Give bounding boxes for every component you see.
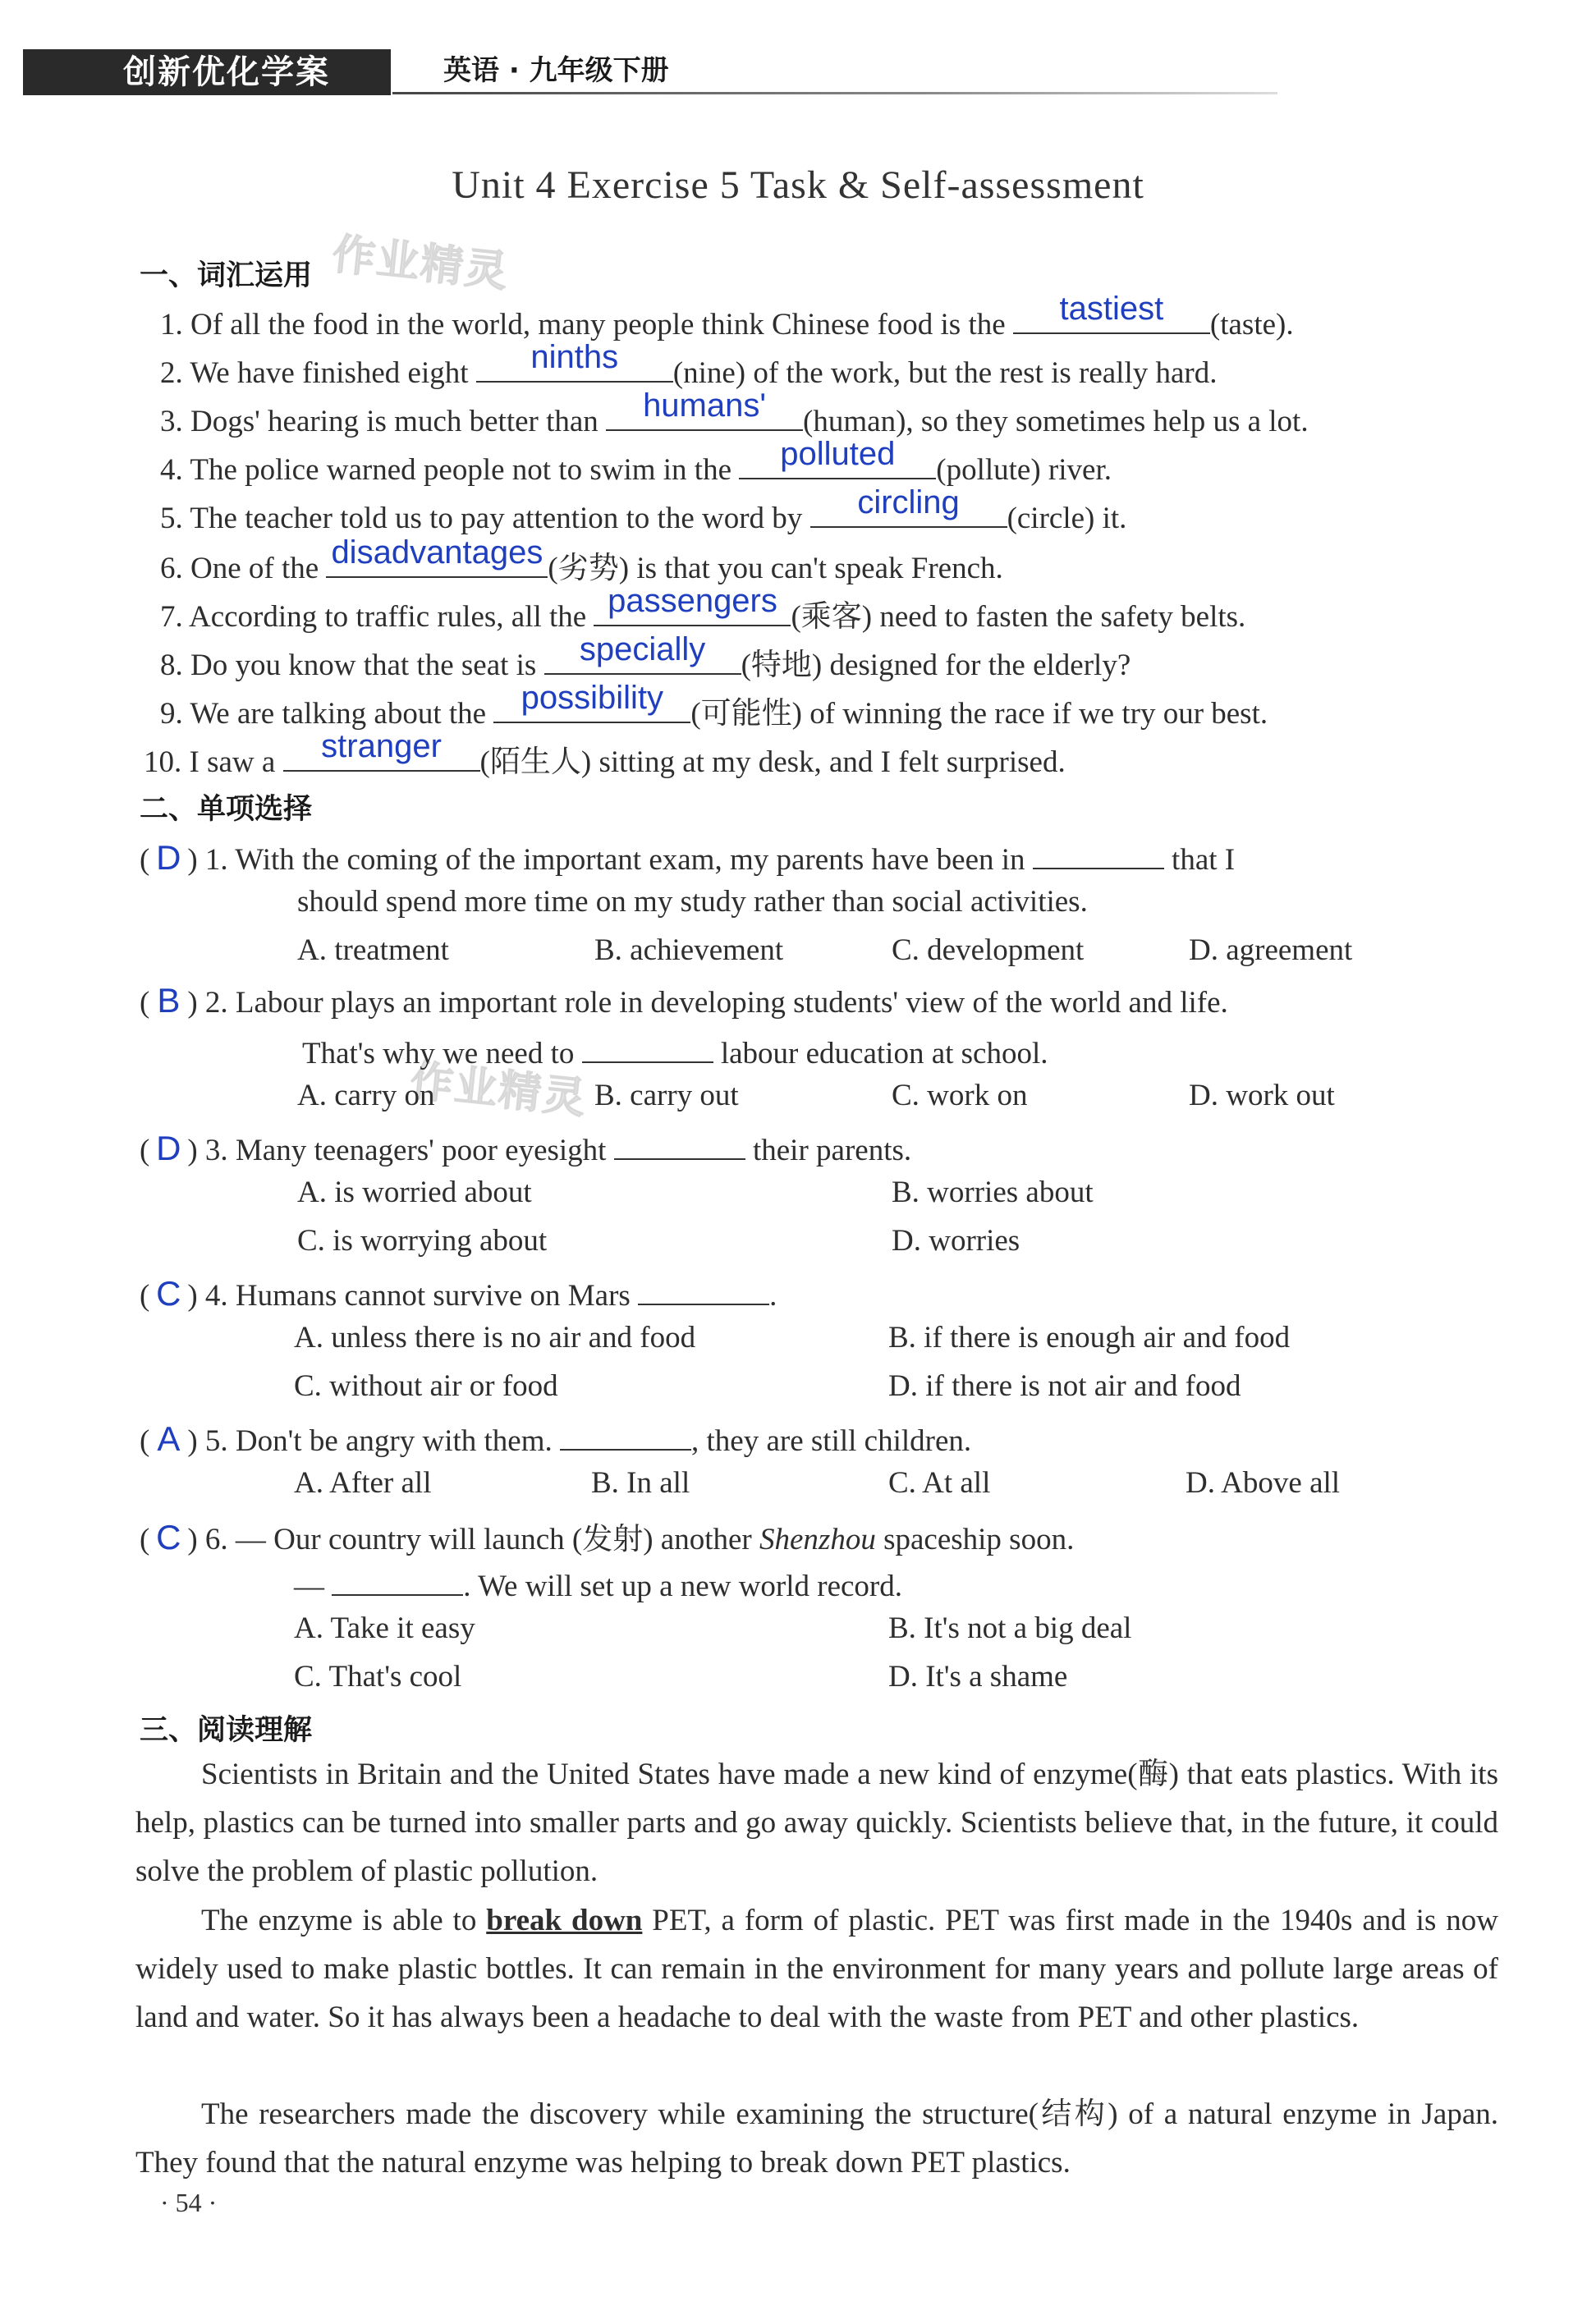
vocab-item: 5. The teacher told us to pay attention to the word by circling (circle) it.	[160, 484, 1127, 535]
mc-question: ( D ) 3. Many teenagers' poor eyesight their parents.	[140, 1126, 911, 1168]
mc-question: ( C ) 4. Humans cannot survive on Mars .	[140, 1272, 777, 1313]
answer-text: humans'	[643, 387, 767, 424]
option: B. achievement	[594, 933, 784, 967]
mc-question: ( A ) 5. Don't be angry with them. , they are still children.	[140, 1417, 971, 1459]
option: B. It's not a big deal	[888, 1611, 1132, 1645]
option: D. agreement	[1189, 933, 1353, 967]
vocab-item: 9. We are talking about the possibility (可能性) of winning the race if we try our best.	[160, 680, 1268, 731]
option: B. carry out	[594, 1079, 739, 1112]
option: B. In all	[591, 1466, 690, 1500]
option: C. At all	[888, 1466, 991, 1500]
highlighted-phrase: break down	[486, 1904, 643, 1937]
option: C. That's cool	[294, 1660, 462, 1694]
mc-question-continued: That's why we need to labour education at school.	[302, 1029, 1048, 1071]
option: D. It's a shame	[888, 1660, 1068, 1694]
chosen-answer: D	[156, 837, 181, 877]
option: D. worries	[892, 1224, 1020, 1258]
mc-question-continued: should spend more time on my study rather than social activities.	[297, 885, 1088, 919]
mc-question: ( C ) 6. — Our country will launch (发射) another Shenzhou spaceship soon.	[140, 1518, 1075, 1556]
option: A. is worried about	[297, 1176, 532, 1209]
vocab-item: 6. One of the disadvantages (劣势) is that you can't speak French.	[160, 534, 1003, 585]
option: A. treatment	[297, 933, 449, 967]
chosen-answer: D	[156, 1128, 181, 1167]
option: A. carry on	[297, 1079, 435, 1112]
chosen-answer: B	[157, 981, 181, 1020]
watermark: 作业精灵	[407, 1056, 589, 1125]
answer-text: ninths	[530, 338, 619, 375]
page-title: Unit 4 Exercise 5 Task & Self-assessment	[452, 163, 1144, 207]
mc-question: ( B ) 2. Labour plays an important role in developing students' view of the world and life.	[140, 981, 1228, 1020]
page-number: · 54 ·	[160, 2188, 218, 2217]
option: A. Take it easy	[294, 1611, 475, 1645]
section-heading-vocabulary: 一、词汇运用	[140, 259, 313, 292]
answer-text: passengers	[608, 583, 777, 619]
option: B. worries about	[892, 1176, 1094, 1209]
header-divider	[392, 92, 1277, 94]
option: C. is worrying about	[297, 1224, 548, 1258]
mc-question: ( D ) 1. With the coming of the important exam, my parents have been in that I	[140, 836, 1235, 878]
section-heading-reading: 三、阅读理解	[140, 1714, 313, 1747]
option: D. if there is not air and food	[888, 1369, 1241, 1403]
option: C. development	[892, 933, 1085, 967]
answer-text: stranger	[321, 728, 442, 764]
answer-text: circling	[857, 484, 960, 520]
mc-question-continued: — . We will set up a new world record.	[294, 1562, 902, 1604]
chosen-answer: C	[156, 1273, 181, 1313]
vocab-item: 2. We have finished eight ninths (nine) of the work, but the rest is really hard.	[160, 338, 1218, 390]
reading-paragraph: The enzyme is able to break down PET, a form of plastic. PET was first made in the 1940s and is now widely used to make plastic bottles. It can remain in the environment for many years and pollute large areas of land and water. So it has always been a headache to deal with the waste from PET and other plastics.	[135, 1904, 1498, 2034]
reading-paragraph: Scientists in Britain and the United States have made a new kind of enzyme(酶) that eats plastics. With its help, plastics can be turned into smaller parts and go away quickly. Scientists believe that, in the future, it could solve the problem of plastic pollution.	[135, 1758, 1498, 1888]
vocab-item: 10. I saw a stranger (陌生人) sitting at my desk, and I felt surprised.	[144, 728, 1066, 779]
vocab-item: 7. According to traffic rules, all the passengers (乘客) need to fasten the safety belts.	[160, 583, 1246, 634]
option: A. After all	[294, 1466, 432, 1500]
answer-text: possibility	[521, 680, 664, 716]
chosen-answer: C	[156, 1518, 181, 1556]
option: A. unless there is no air and food	[294, 1321, 696, 1354]
subject-title: 英语 · 九年级下册	[443, 54, 669, 87]
brand-logo: 创新优化学案	[123, 53, 330, 91]
chosen-answer: A	[157, 1419, 181, 1458]
option: C. work on	[892, 1079, 1028, 1112]
watermark: 作业精灵	[329, 229, 511, 298]
section-heading-choice: 二、单项选择	[140, 793, 313, 826]
answer-text: disadvantages	[331, 534, 543, 571]
vocab-item: 1. Of all the food in the world, many people think Chinese food is the tastiest (taste).	[160, 290, 1294, 341]
option: C. without air or food	[294, 1369, 558, 1403]
vocab-item: 3. Dogs' hearing is much better than humans' (human), so they sometimes help us a lot.	[160, 387, 1309, 438]
vocab-item: 8. Do you know that the seat is specially (特地) designed for the elderly?	[160, 631, 1131, 682]
reading-paragraph: The researchers made the discovery while examining the structure(结构) of a natural enzyme in Japan. They found that the natural enzyme was helping to break down PET plastics.	[135, 2097, 1498, 2180]
option: D. Above all	[1186, 1466, 1341, 1500]
option: D. work out	[1189, 1079, 1335, 1112]
answer-text: specially	[579, 631, 706, 667]
answer-text: tastiest	[1059, 290, 1164, 327]
vocab-item: 4. The police warned people not to swim in the polluted (pollute) river.	[160, 435, 1112, 487]
option: B. if there is enough air and food	[888, 1321, 1291, 1354]
answer-text: polluted	[780, 435, 896, 472]
